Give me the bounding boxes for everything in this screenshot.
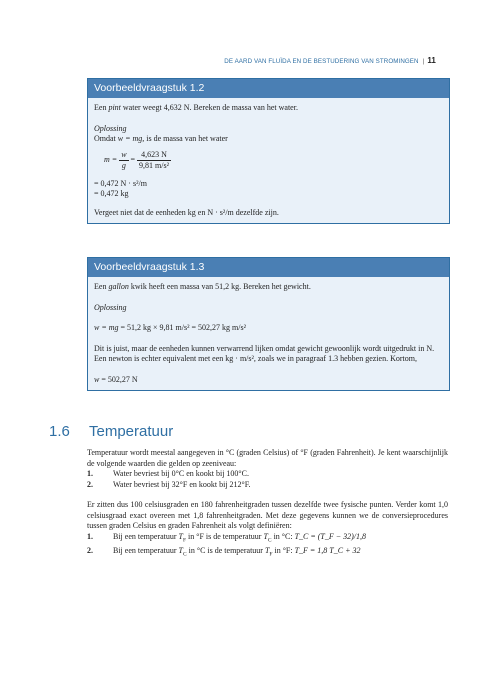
conversion-formula: T_F = 1,8 T_C + 32 [294, 545, 361, 555]
solution-label: Oplossing [94, 123, 127, 133]
solution-intro: Omdat w = mg, is de massa van het water [94, 134, 228, 143]
step-2: = 0,472 kg [94, 189, 129, 198]
section-title: Temperatuur [89, 423, 174, 440]
running-header [224, 56, 436, 65]
body-text [87, 448, 448, 560]
list-item: 1. Water bevriest bij 0°C en kookt bij 100°C. [87, 469, 249, 478]
example-box-1-3 [87, 257, 450, 391]
list-item: 1. Bij een temperatuur $T_F$ in °F is de temperatuur $T_C$ in °C: T_C = (T_F − 32)/1,8 [87, 531, 367, 544]
example-box-title: Voorbeeldvraagstuk 1.3 [88, 258, 449, 277]
step-1: = 0,472 N · s²/m [94, 178, 147, 188]
conversion-formula: T_C = (T_F − 32)/1,8 [294, 531, 367, 541]
header-separator: | [422, 58, 425, 65]
mass-equation: m = $\frac{w}{g}$ = $\frac{4,623 N}{\text{9,81 m/s²}}$ [104, 149, 170, 170]
question: Een gallon kwik heeft een massa van 51,2 kg. Bereken het gewicht. [94, 282, 311, 291]
final-result: w = 502,27 N [94, 374, 138, 384]
example-box-title: Voorbeeldvraagstuk 1.2 [88, 79, 449, 98]
list-item: 2. Water bevriest bij 32°F en kookt bij 212°F. [87, 479, 251, 489]
running-header-title: DE AARD VAN FLUÏDA EN DE BESTUDERING VAN STROMINGEN [224, 58, 419, 65]
section-number: 1.6 [49, 423, 70, 440]
page-number: 11 [427, 56, 436, 65]
solution-label: Oplossing [94, 302, 127, 312]
explanation: Dit is juist, maar de eenheden kunnen verwarrend lijken omdat gewicht gewoonlijk wordt uitgedrukt in N. Een newton is echter equivalent met een kg · m/s², zoals we in paragraaf 1.3 hebben gezien. Kortom, [94, 343, 435, 363]
fraction-w-over-g: $\frac{w}{g}$ [121, 149, 127, 170]
paragraph-1: Temperatuur wordt meestal aangegeven in °C (graden Celsius) of °F (graden Fahrenheit). Je kent waarschijnlijk de volgende waarden die gelden op zeeniveau: [87, 448, 448, 468]
weight-equation: w = mg = 51,2 kg × 9,81 m/s² = 502,27 kg m/s² [94, 323, 246, 332]
example-box-1-2 [87, 78, 450, 224]
note: Vergeet niet dat de eenheden kg en N · s²/m dezelfde zijn. [94, 207, 279, 217]
list-item: 2. Bij een temperatuur $T_C$ in °C is de temperatuur $T_F$ in °F: T_F = 1,8 T_C + 32 [87, 545, 361, 558]
example-box-body [88, 277, 449, 390]
question: Een pint water weegt 4,632 N. Bereken de massa van het water. [94, 103, 298, 112]
example-box-body [88, 98, 449, 223]
paragraph-2: Er zitten dus 100 celsiusgraden en 180 fahrenheitgraden tussen dezelfde twee fysische punten. Verder komt 1,0 celsiusgraad exact overeen met 1,8 fahrenheitgraden. Met deze gegevens kunnen we de conversieprocedures tussen graden Celsius en graden Fahrenheit als volgt definiëren: [87, 500, 448, 530]
section-heading [49, 423, 173, 440]
fraction-values: $\frac{4,623 N}{\text{9,81 m/s²}}$ [139, 149, 170, 170]
